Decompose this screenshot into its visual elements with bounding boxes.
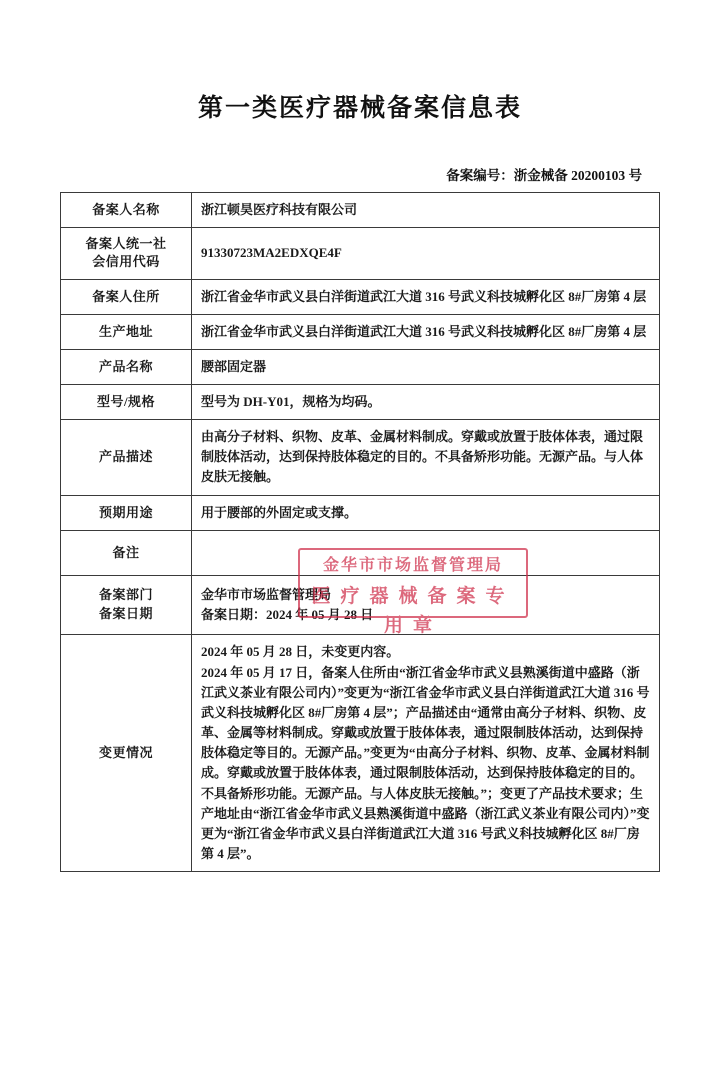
- change-paragraph-2: 2024 年 05 月 17 日，备案人住所由“浙江省金华市武义县熟溪街道中盛路（浙江武义茶业有限公司内）”变更为“浙江省金华市武义县白洋街道武江大道 316 号武义科技城孵化区 8#厂房第 4 层”；产品描述由“通常由高分子材料、织物、皮革、金属等材料制成。穿戴或放置于肢体体表，通过限制肢体活动，达到保持肢体稳定等目的。无源产品。”变更为“由高分子材料、织物、皮革、金属材料制成。穿戴或放置于肢体体表，通过限制肢体活动，达到保持肢体稳定的目的。不具备矫形功能。无源产品。与人体皮肤无接触。”；变更了产品技术要求；生产地址由“浙江省金华市武义县熟溪街道中盛路（浙江武义茶业有限公司内）”变更为“浙江省金华市武义县白洋街道武江大道 316 号武义科技城孵化区 8#厂房第 4 层”。: [201, 664, 650, 862]
- row-label-filing-department: [61, 575, 192, 634]
- table-row: [61, 420, 660, 495]
- row-label-production-address: 生产地址: [61, 314, 192, 349]
- filing-information-table: [60, 192, 660, 872]
- row-label-credit-code: [61, 228, 192, 279]
- row-label-applicant-name: 备案人名称: [61, 193, 192, 228]
- document-page: [0, 88, 720, 1088]
- row-label-product-name: 产品名称: [61, 349, 192, 384]
- record-number: 备案编号：浙金械备 20200103 号: [446, 168, 642, 183]
- row-label-applicant-address: 备案人住所: [61, 279, 192, 314]
- table-row: [61, 530, 660, 575]
- row-value-applicant-name: 浙江顿昊医疗科技有限公司: [192, 193, 660, 228]
- row-value-model-spec: 型号为 DH-Y01，规格为均码。: [192, 384, 660, 419]
- row-value-production-address: 浙江省金华市武义县白洋街道武江大道 316 号武义科技城孵化区 8#厂房第 4 层: [192, 314, 660, 349]
- table-row: [61, 634, 660, 872]
- change-paragraph-1: 2024 年 05 月 28 日，未变更内容。: [201, 643, 400, 659]
- label-line-2: 会信用代码: [92, 254, 160, 270]
- table-row: [61, 193, 660, 228]
- table-row: [61, 384, 660, 419]
- row-value-credit-code: 91330723MA2EDXQE4F: [192, 228, 660, 279]
- row-value-remarks: [192, 530, 660, 575]
- row-label-product-description: 产品描述: [61, 420, 192, 495]
- page-title: 第一类医疗器械备案信息表: [197, 95, 522, 122]
- dept-name: 金华市市场监督管理局: [201, 586, 332, 602]
- row-value-filing-department: [192, 556, 660, 637]
- stamp-line-1: 金华市市场监督管理局: [322, 556, 503, 574]
- stamp-line-2: 医疗器械备案专用章: [311, 585, 515, 637]
- row-value-change-history: [192, 634, 660, 872]
- row-label-remarks: 备注: [61, 530, 192, 575]
- row-label-intended-use: 预期用途: [61, 495, 192, 530]
- label-line-2: 备案日期: [98, 605, 153, 621]
- label-line-1: 备案人统一社: [85, 236, 167, 252]
- table-row: [61, 495, 660, 530]
- dept-date: 备案日期：2024 年 05 月 28 日: [201, 606, 374, 622]
- dept-info: [201, 585, 650, 625]
- row-label-model-spec: 型号/规格: [61, 384, 192, 419]
- row-value-intended-use: 用于腰部的外固定或支撑。: [192, 495, 660, 530]
- row-value-applicant-address: 浙江省金华市武义县白洋街道武江大道 316 号武义科技城孵化区 8#厂房第 4 层: [192, 279, 660, 314]
- row-label-change-history: 变更情况: [61, 634, 192, 872]
- table-row: [61, 279, 660, 314]
- row-value-product-description: 由高分子材料、织物、皮革、金属材料制成。穿戴或放置于肢体体表，通过限制肢体活动，达到保持肢体稳定的目的。不具备矫形功能。无源产品。与人体皮肤无接触。: [192, 420, 660, 495]
- table-row: [61, 228, 660, 279]
- table-row: [61, 575, 660, 634]
- table-row: [61, 349, 660, 384]
- table-row: [61, 314, 660, 349]
- label-line-1: 备案部门: [98, 587, 153, 603]
- row-value-product-name: 腰部固定器: [192, 349, 660, 384]
